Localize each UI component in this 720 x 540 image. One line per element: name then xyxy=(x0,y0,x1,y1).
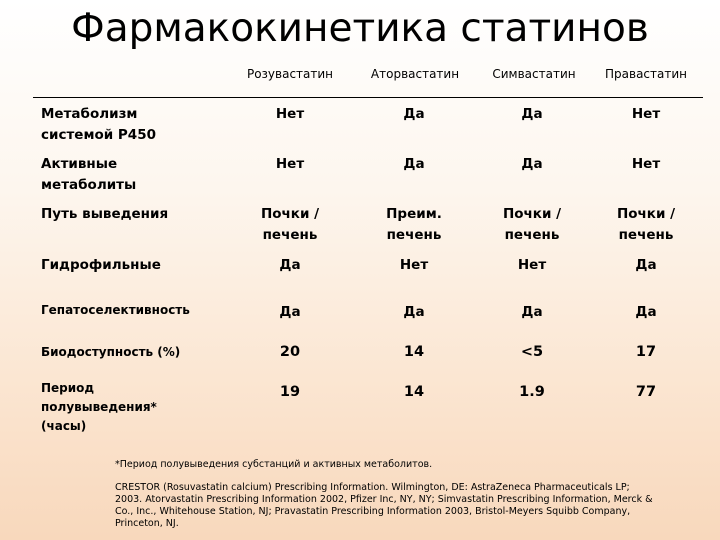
column-header-rosuvastatin: Розувастатин xyxy=(246,67,334,81)
table-cell: Да xyxy=(279,257,301,273)
table-cell: Да xyxy=(521,156,543,172)
references: CRESTOR (Rosuvastatin calcium) Prescribing Information. Wilmington, DE: AstraZeneca Pharmaceuticals LP; 2003. Atorvastatin Prescribing Information 2002, Pfizer Inc, NY, NY; Simvastatin Prescribing Information, Merck & Co., Inc., Whitehouse Station, NJ; Pravastatin Prescribing Information 2003, Bristol-Meyers Squibb Company, Princeton, NJ. xyxy=(115,482,653,529)
row-label-hepatoselectivity: Гепатоселективность xyxy=(41,303,190,317)
table-cell: Почки / печень xyxy=(502,206,562,243)
table-cell: Да xyxy=(403,304,425,320)
table-cell: Да xyxy=(635,257,657,273)
table-cell: Нет xyxy=(631,156,661,172)
table-cell: 77 xyxy=(635,384,657,400)
table-cell: Нет xyxy=(275,156,305,172)
column-header-atorvastatin: Аторвастатин xyxy=(370,67,460,81)
table-cell: Да xyxy=(521,304,543,320)
table-cell: Да xyxy=(279,304,301,320)
table-cell: 1.9 xyxy=(519,384,545,400)
table-cell: Нет xyxy=(517,257,547,273)
row-label-half-life: Период полувыведения* (часы) xyxy=(41,381,157,433)
column-header-pravastatin: Правастатин xyxy=(605,67,687,81)
table-cell: Почки / печень xyxy=(616,206,676,243)
page-title: Фармакокинетика статинов xyxy=(71,6,649,51)
row-label-metabolism: Метаболизм системой Р450 xyxy=(41,106,156,143)
row-label-hydrophilic: Гидрофильные xyxy=(41,257,161,273)
table-cell: Преим. печень xyxy=(386,206,442,243)
header-divider xyxy=(33,97,703,98)
table-cell: <5 xyxy=(520,344,544,360)
table-cell: Нет xyxy=(399,257,429,273)
table-cell: Нет xyxy=(275,106,305,122)
row-label-excretion: Путь выведения xyxy=(41,206,169,222)
table-cell: 17 xyxy=(635,344,657,360)
column-header-simvastatin: Симвастатин xyxy=(492,67,576,81)
table-cell: 14 xyxy=(403,344,425,360)
table-cell: Да xyxy=(521,106,543,122)
table-cell: Да xyxy=(403,156,425,172)
footnote: *Период полувыведения субстанций и активных метаболитов. xyxy=(115,459,433,470)
row-label-bioavailability: Биодоступность (%) xyxy=(41,345,181,359)
table-cell: Почки / печень xyxy=(260,206,320,243)
table-cell: 14 xyxy=(403,384,425,400)
table-cell: Нет xyxy=(631,106,661,122)
table-cell: 20 xyxy=(279,344,301,360)
table-cell: Да xyxy=(635,304,657,320)
table-cell: 19 xyxy=(279,384,301,400)
table-cell: Да xyxy=(403,106,425,122)
row-label-active-metabolites: Активные метаболиты xyxy=(41,156,137,193)
